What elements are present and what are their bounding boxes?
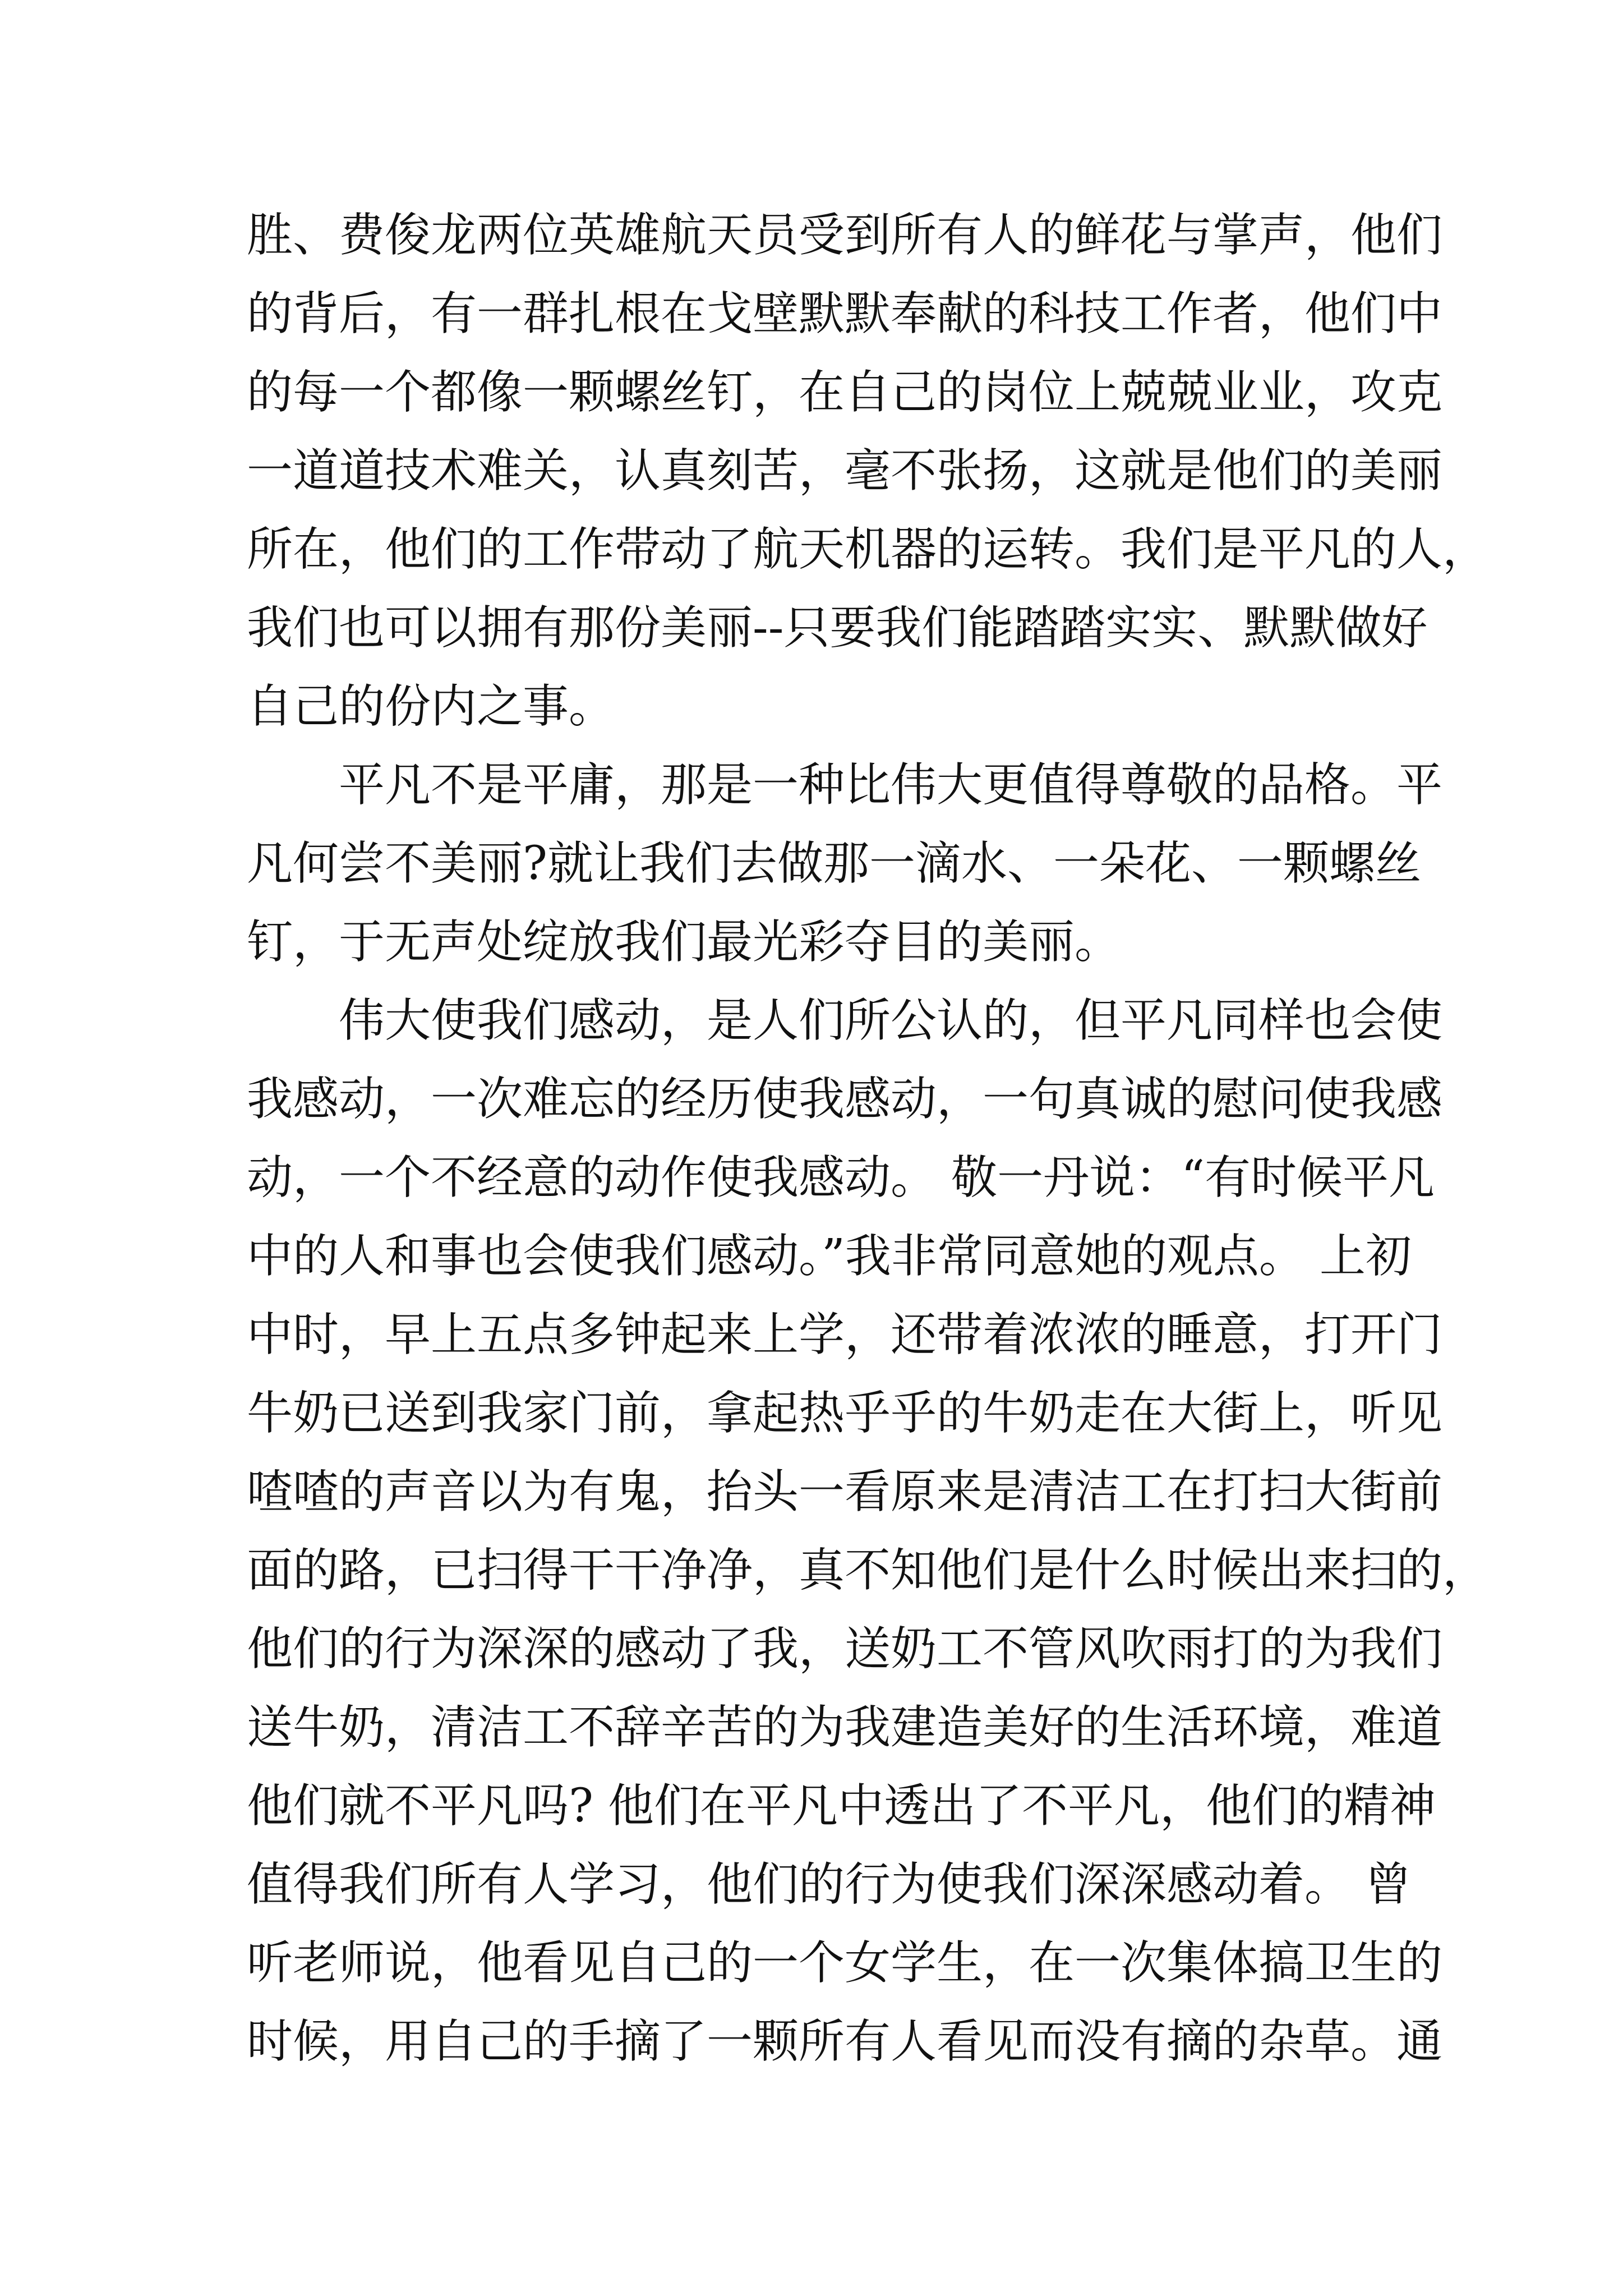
- text-line: 所在，他们的工作带动了航天机器的运转。我们是平凡的人，: [247, 523, 1489, 576]
- text-line: 平凡不是平庸，那是一种比伟大更值得尊敬的品格。平: [339, 758, 1443, 812]
- text-line: 送牛奶，清洁工不辞辛苦的为我建造美好的生活环境，难道: [247, 1701, 1443, 1754]
- document-body: [247, 196, 1489, 2081]
- text-line: 的每一个都像一颗螺丝钉，在自己的岗位上兢兢业业，攻克: [247, 366, 1443, 419]
- text-line: 凡何尝不美丽?就让我们去做那一滴水、一朵花、一颗螺丝: [247, 837, 1421, 890]
- text-line: 我感动，一次难忘的经历使我感动，一句真诚的慰问使我感: [247, 1073, 1443, 1126]
- text-line: 喳喳的声音以为有鬼，抬头一看原来是清洁工在打扫大街前: [247, 1465, 1443, 1519]
- text-line: 胜、费俊龙两位英雄航天员受到所有人的鲜花与掌声，他们: [247, 209, 1443, 262]
- text-line: 钉，于无声处绽放我们最光彩夺目的美丽。: [247, 915, 1121, 969]
- text-line: 中的人和事也会使我们感动。”我非常同意她的观点。 上初: [247, 1230, 1412, 1283]
- text-line: 的背后，有一群扎根在戈壁默默奉献的科技工作者，他们中: [247, 287, 1443, 341]
- text-line: 面的路，已扫得干干净净，真不知他们是什么时候出来扫的，: [247, 1544, 1489, 1597]
- text-line: 他们的行为深深的感动了我，送奶工不管风吹雨打的为我们: [247, 1622, 1443, 1676]
- text-line: 我们也可以拥有那份美丽--只要我们能踏踏实实、默默做好: [247, 601, 1428, 655]
- text-line: 时候，用自己的手摘了一颗所有人看见而没有摘的杂草。通: [247, 2015, 1443, 2068]
- text-line: 一道道技术难关，认真刻苦，毫不张扬，这就是他们的美丽: [247, 444, 1443, 498]
- text-line: 值得我们所有人学习，他们的行为使我们深深感动着。 曾: [247, 1858, 1412, 1911]
- text-line: 牛奶已送到我家门前，拿起热乎乎的牛奶走在大街上，听见: [247, 1387, 1443, 1440]
- text-line: 自己的份内之事。: [247, 680, 615, 733]
- text-line: 中时，早上五点多钟起来上学，还带着浓浓的睡意，打开门: [247, 1308, 1443, 1361]
- text-line: 他们就不平凡吗? 他们在平凡中透出了不平凡，他们的精神: [247, 1779, 1436, 1833]
- text-line: 伟大使我们感动，是人们所公认的，但平凡同样也会使: [339, 994, 1443, 1047]
- text-line: 动，一个不经意的动作使我感动。 敬一丹说：“有时候平凡: [247, 1151, 1435, 1204]
- text-line: 听老师说，他看见自己的一个女学生，在一次集体搞卫生的: [247, 1936, 1443, 1990]
